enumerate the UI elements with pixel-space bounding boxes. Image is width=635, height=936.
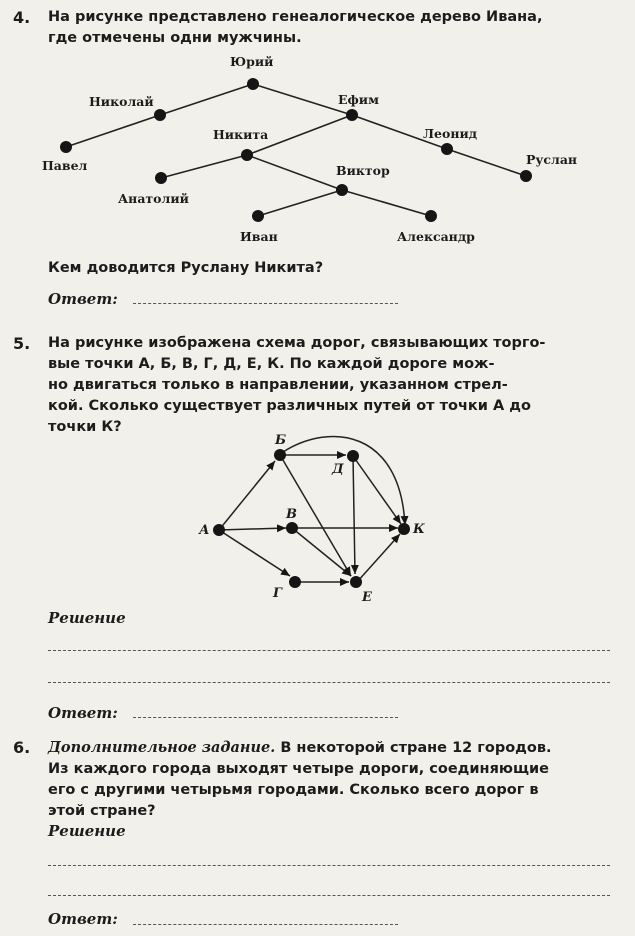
tree-node-ivan bbox=[252, 210, 264, 222]
graph-label-e: Е bbox=[362, 590, 372, 605]
tree-node-leonid bbox=[441, 143, 453, 155]
task6-solution-line-1[interactable] bbox=[48, 865, 610, 866]
task5-solution-line-1[interactable] bbox=[48, 650, 610, 651]
task6-number: 6. bbox=[13, 738, 31, 757]
graph-label-g: Г bbox=[273, 586, 282, 601]
tree-node-viktor bbox=[336, 184, 348, 196]
task5-line-1: На рисунке изображена схема дорог, связывающих торго- bbox=[48, 335, 546, 351]
tree-node-efim bbox=[346, 109, 358, 121]
graph-node-g bbox=[289, 576, 301, 588]
tree-label-nikolai: Николай bbox=[89, 94, 154, 109]
task6-answer-line[interactable] bbox=[133, 924, 398, 925]
tree-label-yuri: Юрий bbox=[230, 54, 274, 69]
task6-solution-label: Решение bbox=[48, 822, 126, 840]
task4-question: Кем доводится Руслану Никита? bbox=[48, 260, 324, 276]
task4-answer-label: Ответ: bbox=[48, 290, 118, 308]
task5-solution-label: Решение bbox=[48, 609, 126, 627]
tree-node-anatoly bbox=[155, 172, 167, 184]
task5-solution-line-2[interactable] bbox=[48, 682, 610, 683]
task6-line-1 bbox=[48, 737, 612, 759]
graph-node-v bbox=[286, 522, 298, 534]
tree-label-alexander: Александр bbox=[397, 229, 475, 244]
tree-label-anatoly: Анатолий bbox=[118, 191, 189, 206]
graph-node-a bbox=[213, 524, 225, 536]
tree-node-alexander bbox=[425, 210, 437, 222]
task6-intro: Дополнительное задание. bbox=[48, 739, 276, 756]
task6-text bbox=[48, 737, 612, 822]
tree-label-ivan: Иван bbox=[240, 229, 278, 244]
task5-text bbox=[48, 333, 612, 438]
task5-line-3: но двигаться только в направлении, указанном стрел- bbox=[48, 377, 508, 393]
task4-text bbox=[48, 7, 612, 49]
tree-label-nikita: Никита bbox=[213, 127, 269, 142]
task4-answer-line[interactable] bbox=[133, 303, 398, 304]
task5-line-4: кой. Сколько существует различных путей от точки А до bbox=[48, 398, 531, 414]
tree-label-leonid: Леонид bbox=[423, 126, 478, 141]
task6-solution-line-2[interactable] bbox=[48, 895, 610, 896]
graph-label-d: Д bbox=[332, 462, 344, 477]
tree-label-efim: Ефим bbox=[338, 92, 379, 107]
task6-line-4: этой стране? bbox=[48, 803, 156, 819]
tree-node-nikita bbox=[241, 149, 253, 161]
tree-node-yuri bbox=[247, 78, 259, 90]
tree-node-nikolai bbox=[154, 109, 166, 121]
tree-node-ruslan bbox=[520, 170, 532, 182]
graph-node-k bbox=[398, 523, 410, 535]
task6-line-1-rest: В некоторой стране 12 городов. bbox=[275, 740, 552, 756]
road-graph-diagram bbox=[0, 430, 635, 605]
task4-number: 4. bbox=[13, 8, 31, 27]
graph-label-b: Б bbox=[275, 433, 287, 448]
graph-label-k: К bbox=[413, 522, 425, 537]
task5-number: 5. bbox=[13, 334, 31, 353]
task4-line-2: где отмечены одни мужчины. bbox=[48, 30, 302, 46]
task5-line-5: точки К? bbox=[48, 419, 122, 435]
task6-line-3: его с другими четырьмя городами. Сколько всего дорог в bbox=[48, 782, 539, 798]
graph-label-v: В bbox=[286, 507, 297, 522]
tree-label-pavel: Павел bbox=[42, 158, 88, 173]
task5-answer-line[interactable] bbox=[133, 717, 398, 718]
task6-answer-label: Ответ: bbox=[48, 910, 118, 928]
graph-label-a: А bbox=[199, 523, 210, 538]
tree-label-ruslan: Руслан bbox=[526, 152, 578, 167]
tree-label-viktor: Виктор bbox=[336, 163, 390, 178]
tree-node-pavel bbox=[60, 141, 72, 153]
graph-node-b bbox=[274, 449, 286, 461]
task5-line-2: вые точки А, Б, В, Г, Д, Е, К. По каждой дороге мож- bbox=[48, 356, 495, 372]
family-tree-diagram bbox=[0, 50, 635, 250]
task4-line-1: На рисунке представлено генеалогическое дерево Ивана, bbox=[48, 9, 543, 25]
graph-node-d bbox=[347, 450, 359, 462]
graph-node-e bbox=[350, 576, 362, 588]
task6-line-2: Из каждого города выходят четыре дороги, соединяющие bbox=[48, 761, 550, 777]
task5-answer-label: Ответ: bbox=[48, 704, 118, 722]
